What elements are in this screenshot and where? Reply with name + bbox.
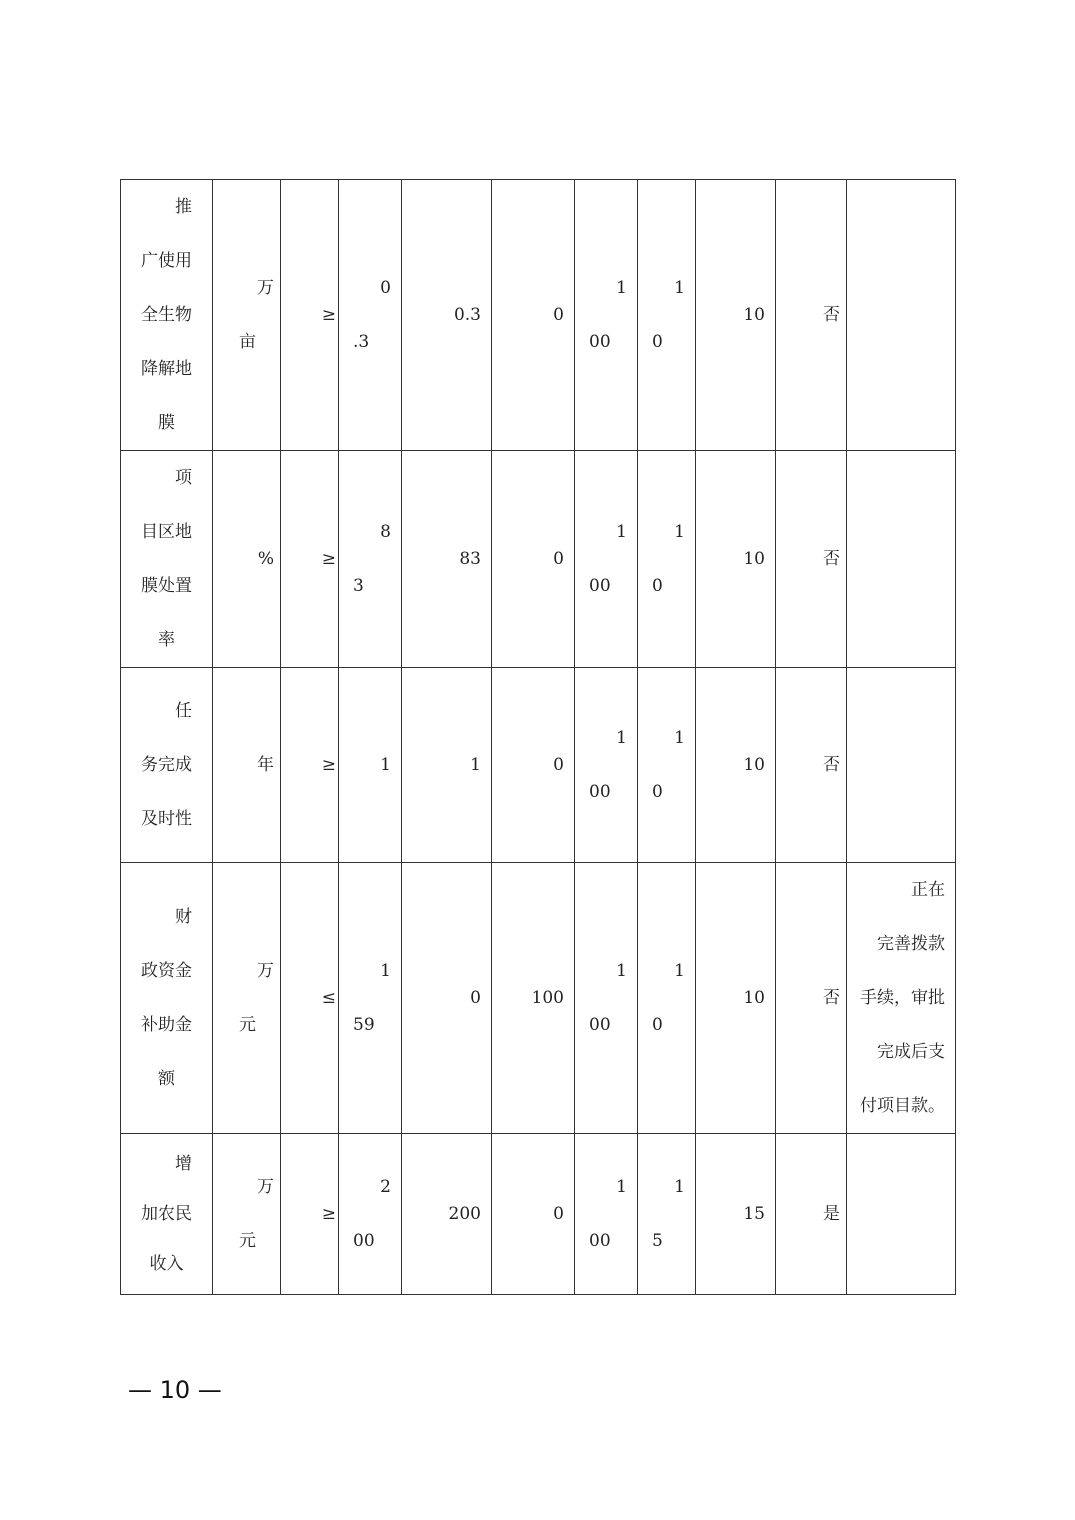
unit-cell: [213, 1134, 281, 1295]
deviation-value: 0: [553, 1204, 564, 1224]
comparison-symbol: ≥: [321, 549, 336, 569]
indicator-name-line: 加农民: [141, 1204, 192, 1224]
weight-first: 1: [616, 1177, 627, 1197]
yes-no-cell: [776, 1134, 847, 1295]
indicator-name-line: 补助金: [141, 1015, 192, 1035]
target-value-cell: [339, 863, 402, 1134]
score-rest: 5: [652, 1231, 663, 1251]
page-number: — 10 —: [128, 1376, 222, 1404]
indicator-name-line: 广使用: [141, 251, 192, 271]
actual-value: 1: [470, 755, 481, 775]
unit-first: 年: [257, 755, 274, 775]
actual-value-cell: [402, 1134, 492, 1295]
score-first: 1: [674, 728, 685, 748]
yes-no-value: 否: [823, 549, 840, 569]
weight-cell: [575, 668, 638, 863]
indicator-name-line: 务完成: [141, 755, 192, 775]
indicator-name-cell: [121, 1134, 213, 1295]
note-line: 完善拨款: [877, 934, 945, 954]
indicator-name-cell: [121, 668, 213, 863]
note-line: 手续，审批: [860, 988, 945, 1008]
weight-first: 1: [616, 961, 627, 981]
indicator-name-line: 及时性: [141, 809, 192, 829]
note-cell: [847, 1134, 956, 1295]
yes-no-cell: [776, 180, 847, 451]
actual-value: 83: [459, 549, 481, 569]
points-value: 10: [743, 755, 765, 775]
deviation-cell: [492, 668, 575, 863]
deviation-value: 100: [531, 988, 564, 1008]
target-value-cell: [339, 180, 402, 451]
unit-first: 万: [257, 278, 274, 298]
weight-first: 1: [616, 728, 627, 748]
note-cell: [847, 668, 956, 863]
weight-cell: [575, 180, 638, 451]
score-rest: 0: [652, 1015, 663, 1035]
indicator-name-line: 收入: [149, 1254, 184, 1274]
yes-no-cell: [776, 863, 847, 1134]
note-cell: [847, 180, 956, 451]
actual-value-cell: [402, 180, 492, 451]
indicator-name-first: 项: [175, 468, 192, 488]
weight-rest: 00: [589, 332, 611, 352]
weight-first: 1: [616, 278, 627, 298]
score-first: 1: [674, 1177, 685, 1197]
actual-value: 200: [448, 1204, 481, 1224]
deviation-cell: [492, 1134, 575, 1295]
comparison-symbol: ≥: [321, 305, 336, 325]
comparison-symbol: ≤: [321, 988, 336, 1008]
points-value: 10: [743, 549, 765, 569]
unit-rest: 亩: [239, 332, 256, 352]
unit-first: 万: [257, 1177, 274, 1197]
target-value-rest: 59: [353, 1015, 375, 1035]
points-cell: [696, 180, 776, 451]
comparison-symbol: ≥: [321, 1204, 336, 1224]
table-row: [121, 668, 956, 863]
indicator-name-line: 率: [158, 630, 175, 650]
points-value: 15: [743, 1204, 765, 1224]
indicator-name-first: 任: [175, 701, 192, 721]
weight-rest: 00: [589, 576, 611, 596]
deviation-value: 0: [553, 755, 564, 775]
yes-no-value: 否: [823, 305, 840, 325]
unit-first: 万: [257, 961, 274, 981]
deviation-value: 0: [553, 305, 564, 325]
indicator-name-cell: [121, 451, 213, 668]
score-first: 1: [674, 522, 685, 542]
points-cell: [696, 451, 776, 668]
indicator-name-cell: [121, 863, 213, 1134]
weight-cell: [575, 863, 638, 1134]
target-value-rest: .3: [353, 332, 370, 352]
indicator-name-first: 财: [175, 907, 192, 927]
unit-cell: [213, 180, 281, 451]
actual-value-cell: [402, 863, 492, 1134]
comparison-symbol-cell: [281, 668, 339, 863]
note-cell: [847, 863, 956, 1134]
yes-no-value: 否: [823, 988, 840, 1008]
indicator-name-line: 全生物: [141, 305, 192, 325]
actual-value-cell: [402, 451, 492, 668]
comparison-symbol: ≥: [321, 755, 336, 775]
score-cell: [638, 451, 696, 668]
yes-no-value: 是: [823, 1204, 840, 1224]
unit-cell: [213, 668, 281, 863]
points-cell: [696, 668, 776, 863]
actual-value: 0.3: [453, 305, 481, 325]
target-value-cell: [339, 668, 402, 863]
score-cell: [638, 668, 696, 863]
score-first: 1: [674, 961, 685, 981]
deviation-cell: [492, 451, 575, 668]
score-rest: 0: [652, 576, 663, 596]
weight-cell: [575, 451, 638, 668]
note-line: 完成后支: [877, 1042, 945, 1062]
note-line: 正在: [911, 880, 945, 900]
score-cell: [638, 180, 696, 451]
weight-rest: 00: [589, 1231, 611, 1251]
target-value-rest: 00: [353, 1231, 375, 1251]
unit-cell: [213, 863, 281, 1134]
points-cell: [696, 1134, 776, 1295]
weight-first: 1: [616, 522, 627, 542]
target-value-cell: [339, 1134, 402, 1295]
score-rest: 0: [652, 332, 663, 352]
table-row: [121, 863, 956, 1134]
score-cell: [638, 1134, 696, 1295]
deviation-value: 0: [553, 549, 564, 569]
table-body: [121, 180, 956, 1295]
yes-no-value: 否: [823, 755, 840, 775]
indicator-name-cell: [121, 180, 213, 451]
points-cell: [696, 863, 776, 1134]
unit-first: %: [257, 549, 274, 569]
note-line: 付项目款。: [860, 1096, 945, 1116]
comparison-symbol-cell: [281, 863, 339, 1134]
comparison-symbol-cell: [281, 180, 339, 451]
indicator-name-line: 膜: [158, 413, 175, 433]
table-row: [121, 451, 956, 668]
target-value-first: 8: [380, 522, 391, 542]
points-value: 10: [743, 988, 765, 1008]
indicator-name-line: 额: [158, 1069, 175, 1089]
table-row: [121, 180, 956, 451]
points-value: 10: [743, 305, 765, 325]
weight-cell: [575, 1134, 638, 1295]
target-value-first: 1: [380, 755, 391, 775]
unit-cell: [213, 451, 281, 668]
actual-value-cell: [402, 668, 492, 863]
indicator-name-first: 增: [175, 1154, 192, 1174]
target-value-first: 2: [380, 1177, 391, 1197]
target-value-cell: [339, 451, 402, 668]
comparison-symbol-cell: [281, 1134, 339, 1295]
note-cell: [847, 451, 956, 668]
deviation-cell: [492, 863, 575, 1134]
weight-rest: 00: [589, 1015, 611, 1035]
target-value-first: 0: [380, 278, 391, 298]
indicator-table: [120, 179, 956, 1295]
yes-no-cell: [776, 668, 847, 863]
indicator-name-line: 政资金: [141, 961, 192, 981]
target-value-first: 1: [380, 961, 391, 981]
table-row: [121, 1134, 956, 1295]
deviation-cell: [492, 180, 575, 451]
unit-rest: 元: [239, 1015, 256, 1035]
score-cell: [638, 863, 696, 1134]
indicator-name-line: 降解地: [141, 359, 192, 379]
weight-rest: 00: [589, 782, 611, 802]
target-value-rest: 3: [353, 576, 364, 596]
unit-rest: 元: [239, 1231, 256, 1251]
indicator-name-line: 目区地: [141, 522, 192, 542]
yes-no-cell: [776, 451, 847, 668]
score-rest: 0: [652, 782, 663, 802]
actual-value: 0: [470, 988, 481, 1008]
comparison-symbol-cell: [281, 451, 339, 668]
indicator-name-first: 推: [175, 197, 192, 217]
indicator-name-line: 膜处置: [141, 576, 192, 596]
score-first: 1: [674, 278, 685, 298]
